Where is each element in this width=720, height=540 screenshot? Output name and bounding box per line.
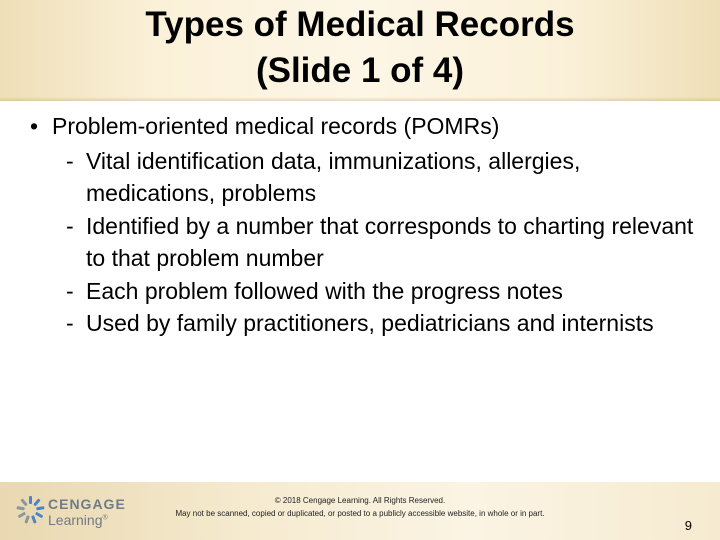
bullet-text: Problem-oriented medical records (POMRs) <box>52 113 500 139</box>
sub-bullet-item <box>28 145 708 210</box>
slide-title-line1: Types of Medical Records <box>145 5 575 44</box>
slide-title-line2: (Slide 1 of 4) <box>255 51 465 90</box>
sub-bullet-item <box>28 210 708 275</box>
slide-title <box>0 2 720 94</box>
logo-trademark: ® <box>102 514 108 522</box>
sub-bullet-item <box>28 275 708 308</box>
sub-bullet-text: Used by family practitioners, pediatricians and internists <box>86 310 654 336</box>
logo-text-cengage: CENGAGE <box>48 496 126 512</box>
sub-bullet-text: Vital identification data, immunizations, allergies, medications, problems <box>86 147 581 206</box>
title-band <box>0 0 720 101</box>
page-number: 9 <box>684 518 692 533</box>
sub-bullet-marker: - <box>66 310 74 336</box>
sub-bullet-marker: - <box>66 147 74 174</box>
copyright-line1: © 2018 Cengage Learning. All Rights Reserved. <box>274 496 446 505</box>
bullet-item <box>28 110 708 143</box>
cengage-sunburst-icon <box>14 494 48 528</box>
sub-bullet-text: Each problem followed with the progress notes <box>86 277 563 304</box>
copyright-notice <box>150 494 570 520</box>
slide-footer <box>0 482 720 540</box>
sub-bullet-marker: - <box>66 212 74 239</box>
sub-bullet-item <box>28 307 708 340</box>
bullet-marker: • <box>30 113 39 139</box>
sub-bullet-marker: - <box>66 277 74 304</box>
cengage-logo <box>14 494 134 530</box>
copyright-line2: May not be scanned, copied or duplicated, or posted to a publicly accessible website, in whole or in part. <box>175 509 545 518</box>
logo-text-learning-word: Learning <box>48 512 103 528</box>
logo-text-learning <box>48 512 108 528</box>
sub-bullet-text: Identified by a number that corresponds to charting relevant to that problem number <box>86 212 694 271</box>
slide-body <box>28 110 708 340</box>
